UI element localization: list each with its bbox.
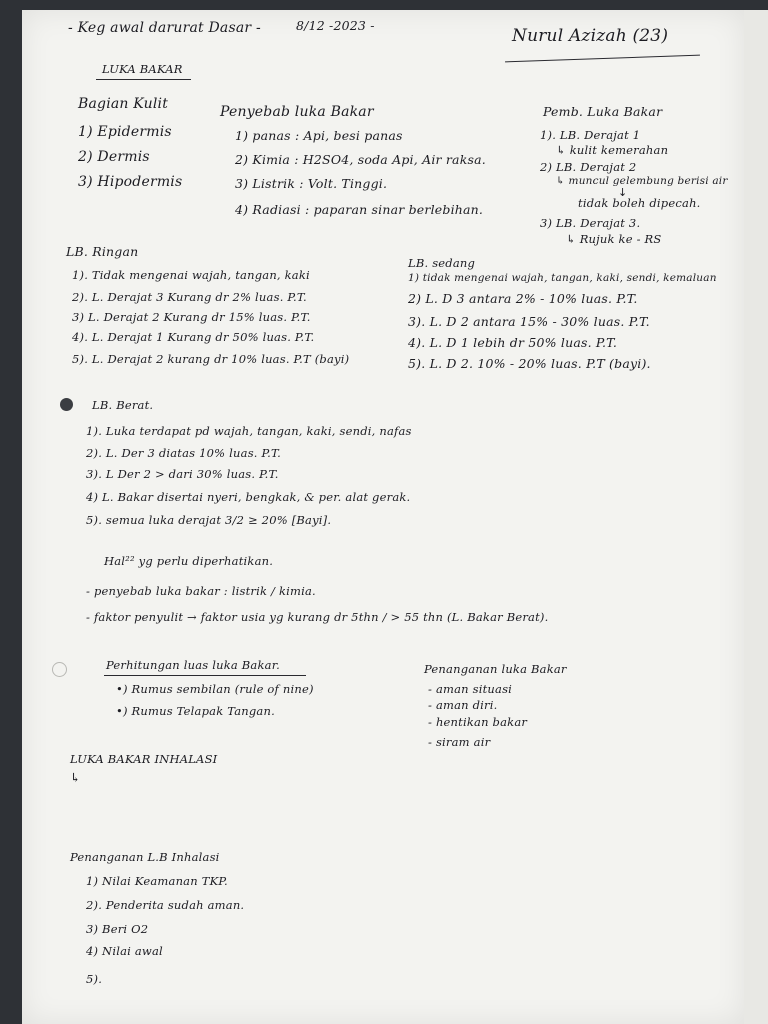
penyebab-item: 2) Kimia : H2SO4, soda Api, Air raksa. — [235, 152, 486, 167]
lb-berat-item: 4) L. Bakar disertai nyeri, bengkak, & per. alat gerak. — [86, 490, 411, 504]
inhalasi-title: LUKA BAKAR INHALASI — [70, 752, 218, 766]
lb-ringan-item: 1). Tidak mengenai wajah, tangan, kaki — [72, 268, 310, 282]
lb-ringan-item: 3) L. Derajat 2 Kurang dr 15% luas. P.T. — [72, 310, 311, 324]
penyebab-item: 4) Radiasi : paparan sinar berlebihan. — [235, 202, 484, 217]
penanganan-inhalasi-item: 5). — [86, 972, 103, 986]
punch-hole — [60, 398, 73, 411]
lb-sedang-item: 3). L. D 2 antara 15% - 30% luas. P.T. — [408, 314, 650, 329]
perhitungan-item: •) Rumus sembilan (rule of nine) — [116, 682, 314, 696]
perhatian-item: - faktor penyulit → faktor usia yg kurang dr 5thn / > 55 thn (L. Bakar Berat). — [86, 610, 549, 624]
pembagian-line: 3) LB. Derajat 3. — [540, 216, 641, 230]
lb-sedang-item: 5). L. D 2. 10% - 20% luas. P.T (bayi). — [408, 356, 651, 371]
arrow-icon: ↳ — [70, 770, 81, 785]
pembagian-line: 2) LB. Derajat 2 — [540, 160, 637, 174]
pembagian-line: ↳ Rujuk ke - RS — [566, 232, 662, 246]
author-name: Nurul Azizah (23) — [512, 26, 669, 46]
bagian-kulit-title: Bagian Kulit — [78, 96, 169, 112]
lb-ringan-item: 5). L. Derajat 2 kurang dr 10% luas. P.T (bayi) — [72, 352, 350, 366]
heading-underline — [96, 79, 191, 80]
pembagian-line: 1). LB. Derajat 1 — [540, 128, 641, 142]
pembagian-line: tidak boleh dipecah. — [578, 196, 701, 210]
lb-berat-item: 2). L. Der 3 diatas 10% luas. P.T. — [86, 446, 282, 460]
lb-berat-item: 5). semua luka derajat 3/2 ≥ 20% [Bayi]. — [86, 513, 332, 527]
penanganan-luka-title: Penanganan luka Bakar — [424, 662, 567, 676]
section-heading-luka-bakar: LUKA BAKAR — [102, 62, 183, 76]
arrow-down-icon: ↓ — [618, 186, 628, 199]
pembagian-line: ↳ kulit kemerahan — [556, 143, 669, 157]
lb-berat-item: 3). L Der 2 > dari 30% luas. P.T. — [86, 467, 279, 481]
lb-berat-title: LB. Berat. — [92, 398, 154, 412]
penanganan-inhalasi-item: 3) Beri O2 — [86, 922, 149, 936]
penyebab-title: Penyebab luka Bakar — [220, 104, 374, 120]
penanganan-luka-item: - siram air — [428, 735, 491, 749]
page-edge — [744, 10, 768, 1024]
date: 8/12 -2023 - — [296, 18, 375, 33]
lb-sedang-item: 2) L. D 3 antara 2% - 10% luas. P.T. — [408, 291, 638, 306]
penanganan-inhalasi-item: 4) Nilai awal — [86, 944, 163, 958]
penyebab-item: 3) Listrik : Volt. Tinggi. — [235, 176, 388, 191]
lb-berat-item: 1). Luka terdapat pd wajah, tangan, kaki, sendi, nafas — [86, 424, 412, 438]
penanganan-inhalasi-title: Penanganan L.B Inhalasi — [70, 850, 220, 864]
lb-sedang-item: 1) tidak mengenai wajah, tangan, kaki, sendi, kemaluan — [408, 272, 717, 284]
lb-ringan-title: LB. Ringan — [66, 244, 139, 259]
penanganan-luka-item: - aman diri. — [428, 698, 498, 712]
pembagian-title: Pemb. Luka Bakar — [543, 104, 663, 119]
penanganan-luka-item: - aman situasi — [428, 682, 513, 696]
penyebab-item: 1) panas : Api, besi panas — [235, 128, 403, 143]
lb-ringan-item: 2). L. Derajat 3 Kurang dr 2% luas. P.T. — [72, 290, 307, 304]
perhitungan-title: Perhitungan luas luka Bakar. — [106, 658, 281, 672]
pembagian-line: ↳ muncul gelembung berisi air — [556, 175, 728, 187]
lb-sedang-title: LB. sedang — [408, 256, 476, 270]
penanganan-inhalasi-item: 1) Nilai Keamanan TKP. — [86, 874, 228, 888]
perhatian-title: Hal²² yg perlu diperhatikan. — [104, 554, 274, 568]
penanganan-luka-item: - hentikan bakar — [428, 715, 528, 729]
bagian-kulit-item: 3) Hipodermis — [78, 174, 183, 190]
perhitungan-item: •) Rumus Telapak Tangan. — [116, 704, 275, 718]
page-title: - Keg awal darurat Dasar - — [68, 20, 261, 36]
perhatian-item: - penyebab luka bakar : listrik / kimia. — [86, 584, 316, 598]
punch-hole — [52, 662, 67, 677]
perhitungan-underline — [104, 675, 306, 676]
lb-ringan-item: 4). L. Derajat 1 Kurang dr 50% luas. P.T. — [72, 330, 315, 344]
bagian-kulit-item: 1) Epidermis — [78, 124, 172, 140]
lb-sedang-item: 4). L. D 1 lebih dr 50% luas. P.T. — [408, 335, 618, 350]
bagian-kulit-item: 2) Dermis — [78, 149, 150, 165]
penanganan-inhalasi-item: 2). Penderita sudah aman. — [86, 898, 245, 912]
